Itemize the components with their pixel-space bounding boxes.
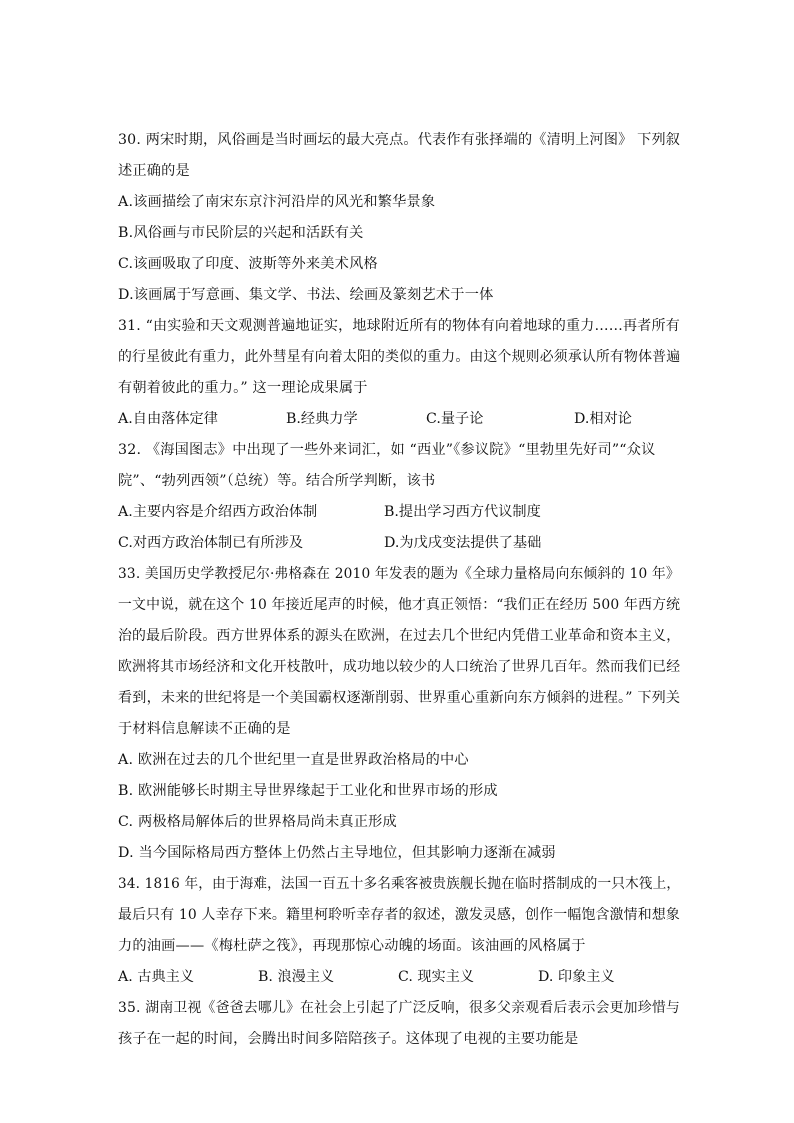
question-33-stem-line-3: 治的最后阶段。西方世界体系的源头在欧洲，在过去几个世纪内凭借工业革命和资本主义， [118,628,681,644]
question-32-option-d: D.为戊戌变法提供了基础 [384,535,542,551]
question-34-option-d: D. 印象主义 [538,969,615,985]
question-32-option-a: A.主要内容是介绍西方政治体制 [118,504,318,520]
question-33-stem-line-6: 于材料信息解读不正确的是 [118,721,291,737]
question-33-stem-line-5: 看到，未来的世纪将是一个美国霸权逐渐削弱、世界重心重新向东方倾斜的进程。” 下列关 [118,690,681,706]
question-34-stem-line-3: 力的油画——《梅杜萨之筏》，再现那惊心动魄的场面。该油画的风格属于 [118,938,586,954]
question-30-stem-line-1: 30. 两宋时期，风俗画是当时画坛的最大亮点。代表作有张择端的《清明上河图》 下列叙 [118,132,681,148]
question-30-option-c: C.该画吸取了印度、波斯等外来美术风格 [118,256,378,272]
question-34-stem-line-1: 34. 1816 年，由于海难，法国一百五十多名乘客被贵族舰长抛在临时搭制成的一只木筏上， [118,876,681,892]
question-32-option-c: C.对西方政治体制已有所涉及 [118,535,304,551]
question-33-stem-line-1: 33. 美国历史学教授尼尔·弗格森在 2010 年发表的题为《全球力量格局向东倾斜的 10 年》 [118,566,680,582]
question-32-option-b: B.提出学习西方代议制度 [384,504,541,520]
question-33-option-a: A. 欧洲在过去的几个世纪里一直是世界政治格局的中心 [118,752,469,768]
question-32-stem-line-2: 院”、“勃列西领”（总统）等。结合所学判断，该书 [118,473,436,489]
question-30-option-b: B.风俗画与市民阶层的兴起和活跃有关 [118,225,364,241]
question-31-stem-line-2: 的行星彼此有重力，此外彗星有向着太阳的类似的重力。由这个规则必须承认所有物体普遍 [118,349,681,365]
question-34-option-b: B. 浪漫主义 [258,969,335,985]
question-31-stem-line-1: 31. “由实验和天文观测普遍地证实，地球附近所有的物体有向着地球的重力……再者所有 [118,318,680,334]
question-33-option-b: B. 欧洲能够长时期主导世界缘起于工业化和世界市场的形成 [118,783,498,799]
question-30-stem-line-2: 述正确的是 [118,163,190,179]
question-34-stem-line-2: 最后只有 10 人幸存下来。籍里柯聆听幸存者的叙述，激发灵感，创作一幅饱含激情和想象 [118,907,680,923]
question-34-option-c: C. 现实主义 [398,969,475,985]
question-31-stem-line-3: 有朝着彼此的重力。” 这一理论成果属于 [118,380,368,396]
question-31-option-a: A.自由落体定律 [118,411,218,427]
question-35-stem-line-1: 35. 湖南卫视《爸爸去哪儿》在社会上引起了广泛反响，很多父亲观看后表示会更加珍惜与 [118,1000,680,1016]
question-30-option-a: A.该画描绘了南宋东京汴河沿岸的风光和繁华景象 [118,194,436,210]
question-30-option-d: D.该画属于写意画、集文学、书法、绘画及篆刻艺术于一体 [118,287,494,303]
question-35-stem-line-2: 孩子在一起的时间，会腾出时间多陪陪孩子。这体现了电视的主要功能是 [118,1031,579,1047]
question-32-stem-line-1: 32. 《海国图志》中出现了一些外来词汇，如 “西业”《参议院》“里勃里先好司”“众议 [118,442,656,458]
question-33-stem-line-2: 一文中说，就在这个 10 年接近尾声的时候，他才真正领悟：“我们正在经历 500 年西方统 [118,597,681,613]
question-31-option-c: C.量子论 [426,411,484,427]
question-34-option-a: A. 古典主义 [118,969,195,985]
question-31-option-b: B.经典力学 [286,411,358,427]
question-33-stem-line-4: 欧洲将其市场经济和文化开枝散叶，成功地以较少的人口统治了世界几百年。然而我们已经 [118,659,681,675]
question-33-option-c: C. 两极格局解体后的世界格局尚未真正形成 [118,814,397,830]
question-31-option-d: D.相对论 [574,411,632,427]
question-33-option-d: D. 当今国际格局西方整体上仍然占主导地位，但其影响力逐渐在减弱 [118,845,556,861]
